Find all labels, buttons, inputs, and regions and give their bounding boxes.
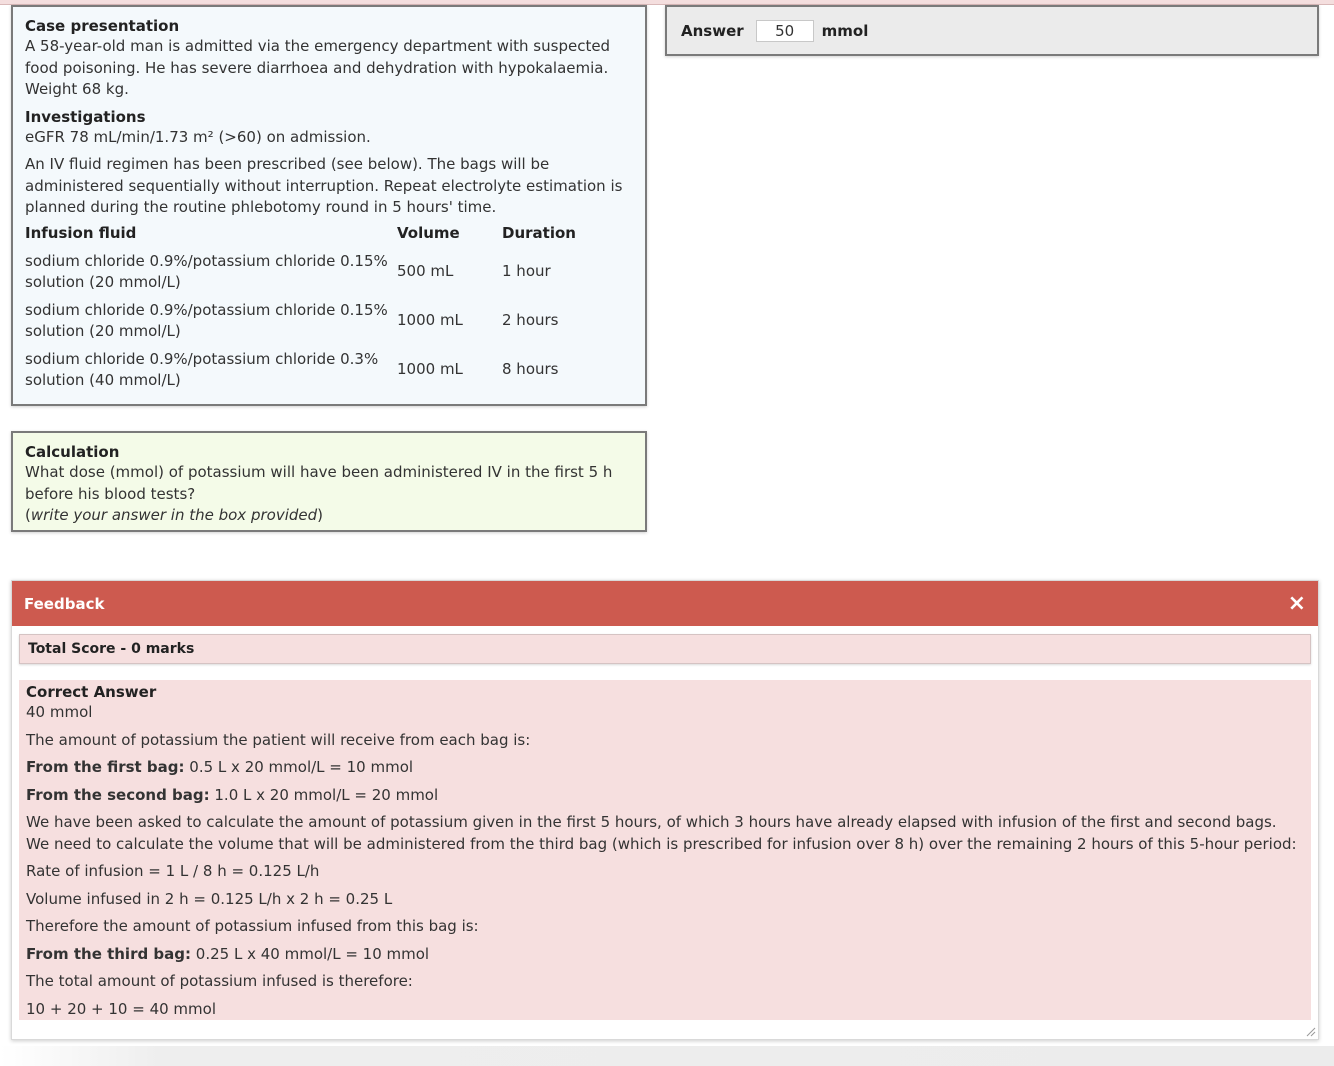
infusion-table-header xyxy=(25,223,632,251)
explanation xyxy=(26,730,1304,1021)
calculation-panel xyxy=(11,431,647,532)
explanation-line: From the third bag: 0.25 L x 40 mmol/L = 10 mmol xyxy=(26,944,430,963)
third-bag-label: From the third bag: xyxy=(26,944,192,963)
resize-handle-icon[interactable] xyxy=(1306,1027,1316,1037)
explanation-line: Volume infused in 2 h = 0.125 L/h x 2 h = 0.25 L xyxy=(26,889,393,908)
investigations-title: Investigations xyxy=(25,107,146,126)
explanation-line: The total amount of potassium infused is therefore: xyxy=(26,972,413,990)
header-infusion-fluid: Infusion fluid xyxy=(25,223,137,242)
table-row xyxy=(25,251,632,300)
correct-answer-section xyxy=(19,680,1311,1020)
explanation-line: The amount of potassium the patient will receive from each bag is: xyxy=(26,730,531,749)
bottom-bar xyxy=(0,1046,1334,1066)
investigations-text: eGFR 78 mL/min/1.73 m² (>60) on admission. xyxy=(25,127,371,146)
duration-cell: 1 hour xyxy=(502,262,551,281)
case-title: Case presentation xyxy=(25,17,180,35)
infusion-fluid-cell: sodium chloride 0.9%/potassium chloride 0.3% solution (40 mmol/L) xyxy=(25,349,379,389)
close-icon[interactable]: × xyxy=(1287,590,1306,616)
first-bag-label: From the first bag: xyxy=(26,758,185,776)
correct-answer-title: Correct Answer xyxy=(26,683,157,701)
answer-panel xyxy=(665,5,1319,56)
header-volume: Volume xyxy=(397,223,460,242)
regimen-text: An IV fluid regimen has been prescribed (see below). The bags will be administered sequentially without interruption. Repeat electrolyte estimation is planned during the routine phlebotomy round in 5 hours' time. xyxy=(25,155,623,216)
feedback-header xyxy=(12,581,1318,626)
answer-input[interactable] xyxy=(756,20,814,42)
infusion-fluid-cell: sodium chloride 0.9%/potassium chloride 0.15% solution (20 mmol/L) xyxy=(25,251,388,291)
case-presentation-panel xyxy=(11,5,647,406)
total-score: Total Score - 0 marks xyxy=(19,634,1311,664)
table-row xyxy=(25,349,632,398)
duration-cell: 8 hours xyxy=(502,360,559,379)
infusion-table xyxy=(25,223,632,398)
case-text: A 58-year-old man is admitted via the emergency department with suspected food poisoning. He has severe diarrhoea and dehydration with hypokalaemia. Weight 68 kg. xyxy=(25,37,611,98)
calculation-question: What dose (mmol) of potassium will have been administered IV in the first 5 h before his blood tests? xyxy=(25,463,613,503)
duration-cell: 2 hours xyxy=(502,311,559,330)
calculation-instruction: (write your answer in the box provided) xyxy=(25,506,323,524)
instruction-text: write your answer in the box provided xyxy=(30,506,318,524)
feedback-panel xyxy=(11,580,1319,1040)
infusion-fluid-cell: sodium chloride 0.9%/potassium chloride 0.15% solution (20 mmol/L) xyxy=(25,300,388,340)
volume-cell: 1000 mL xyxy=(397,360,463,379)
correct-answer-value: 40 mmol xyxy=(26,703,93,721)
explanation-line: From the first bag: 0.5 L x 20 mmol/L = 10 mmol xyxy=(26,758,414,776)
second-bag-label: From the second bag: xyxy=(26,785,210,804)
calculation-title: Calculation xyxy=(25,443,120,461)
explanation-line: 10 + 20 + 10 = 40 mmol xyxy=(26,999,216,1018)
volume-cell: 1000 mL xyxy=(397,311,463,330)
answer-label: Answer xyxy=(681,21,744,40)
feedback-title: Feedback xyxy=(24,594,105,613)
header-duration: Duration xyxy=(502,223,576,242)
explanation-line: Rate of infusion = 1 L / 8 h = 0.125 L/h xyxy=(26,862,320,880)
table-row xyxy=(25,300,632,349)
volume-cell: 500 mL xyxy=(397,262,454,281)
explanation-line: Therefore the amount of potassium infused from this bag is: xyxy=(26,917,479,935)
explanation-line: We have been asked to calculate the amount of potassium given in the first 5 hours, of which 3 hours have already elapsed with infusion of the first and second bags. We need to calculate the volume that will be administered from the third bag (which is prescribed for infusion over 8 h) over the remaining 2 hours of this 5-hour period: xyxy=(26,813,1297,853)
answer-unit: mmol xyxy=(821,21,869,40)
explanation-line: From the second bag: 1.0 L x 20 mmol/L = 20 mmol xyxy=(26,785,439,804)
